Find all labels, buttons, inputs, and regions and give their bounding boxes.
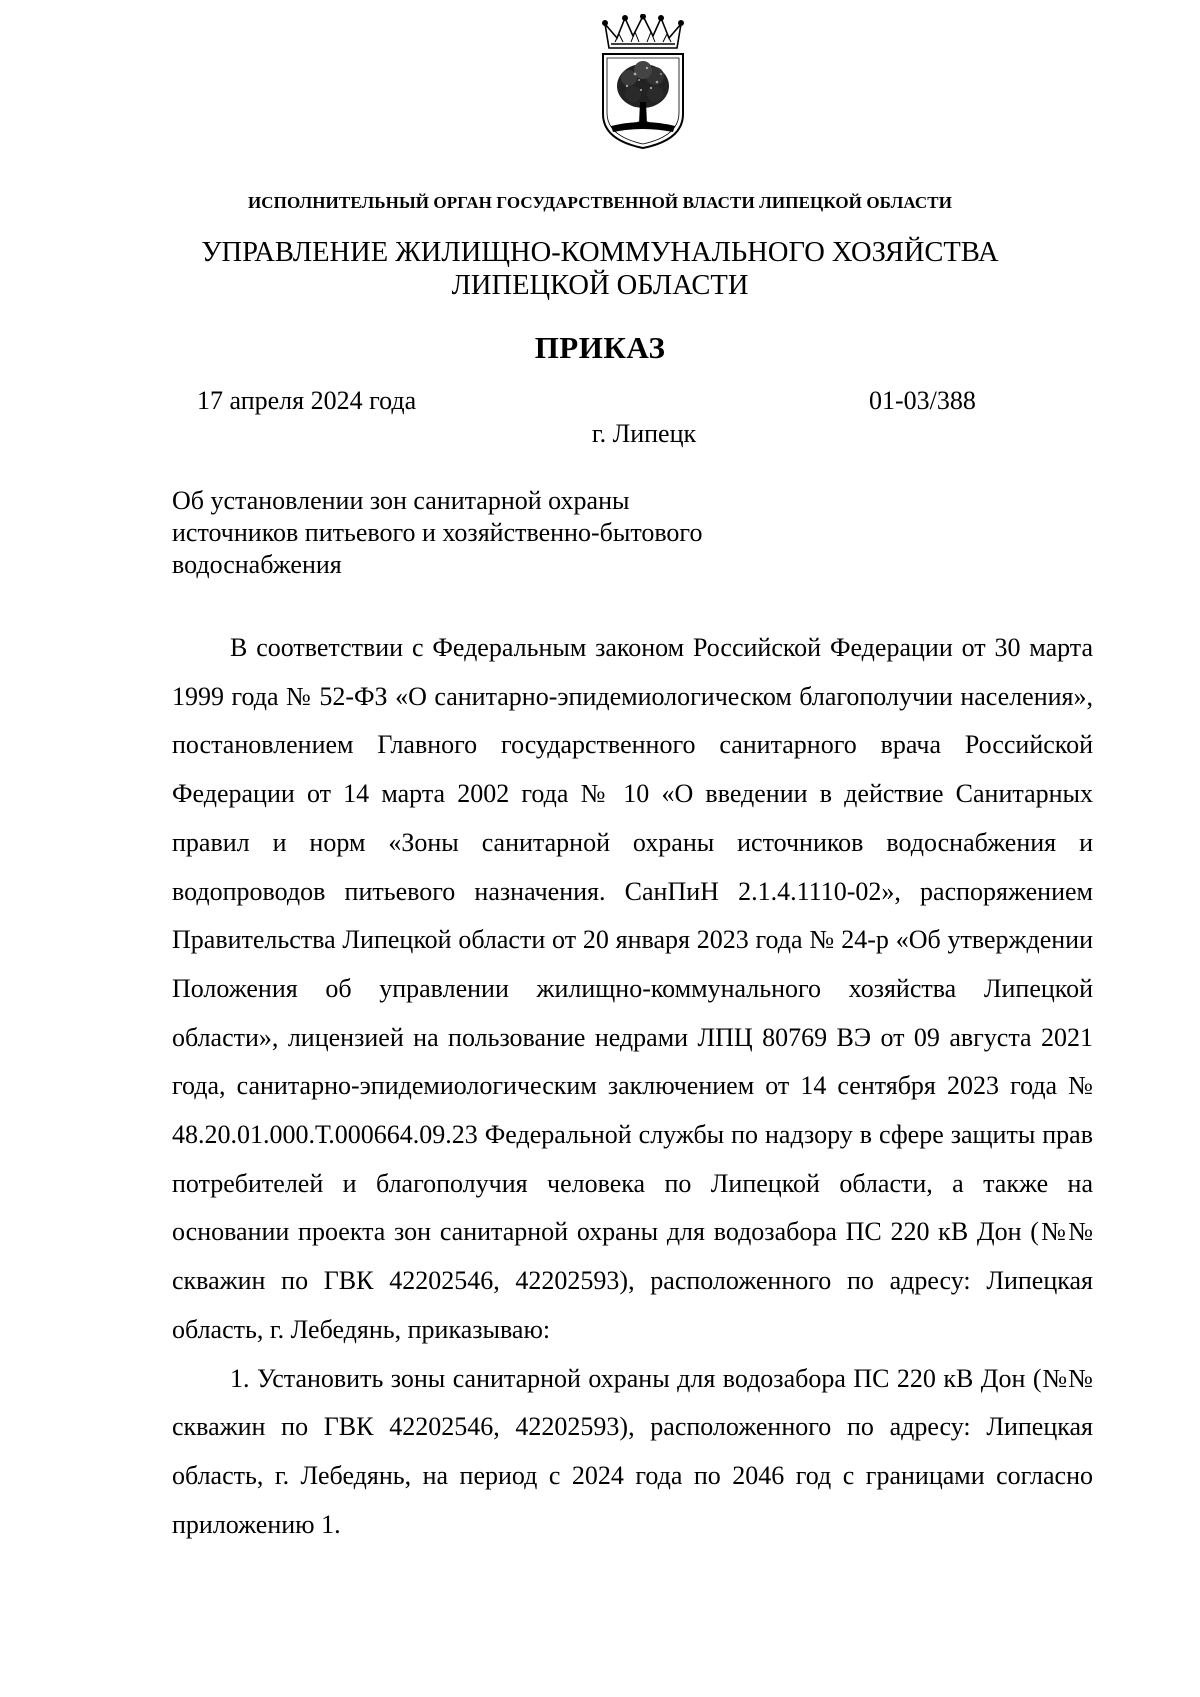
department-name-line: УПРАВЛЕНИЕ ЖИЛИЩНО-КОММУНАЛЬНОГО ХОЗЯЙСТВА	[201, 237, 999, 268]
order-item-1: 1. Установить зоны санитарной охраны для водозабора ПС 220 кВ Дон (№№ скважин по ГВК 42202546, 42202593), расположенного по адресу: Липецкая область, г. Лебедянь, на период с 2024 года по 2046 год с границами согласно приложению 1.	[172, 1363, 1093, 1539]
subject-line: источников питьевого и хозяйственно-бытового	[172, 518, 703, 547]
order-number: 01-03/388	[869, 386, 976, 415]
subject-line: Об установлении зон санитарной охраны	[172, 486, 630, 515]
order-subject	[172, 485, 792, 581]
issuing-authority: ИСПОЛНИТЕЛЬНЫЙ ОРГАН ГОСУДАРСТВЕННОЙ ВЛАСТИ ЛИПЕЦКОЙ ОБЛАСТИ	[247, 193, 953, 212]
department-name	[0, 236, 1200, 302]
subject-line: водоснабжения	[172, 550, 342, 579]
order-city: г. Липецк	[591, 419, 697, 448]
coat-of-arms-icon	[597, 14, 689, 150]
preamble-paragraph: В соответствии с Федеральным законом Российской Федерации от 30 марта 1999 года № 52-ФЗ «О санитарно-эпидемиологическом благополучии населения», постановлением Главного государственного санитарного врача Российской Федерации от 14 марта 2002 года № 10 «О введении в действие Санитарных правил и норм «Зоны санитарной охраны источников водоснабжения и водопроводов питьевого назначения. СанПиН 2.1.4.1110-02», распоряжением Правительства Липецкой области от 20 января 2023 года № 24-р «Об утверждении Положения об управлении жилищно-коммунального хозяйства Липецкой области», лицензией на пользование недрами ЛПЦ 80769 ВЭ от 09 августа 2021 года, санитарно-эпидемиологическим заключением от 14 сентября 2023 года № 48.20.01.000.Т.000664.09.23 Федеральной службы по надзору в сфере защиты прав потребителей и благополучия человека по Липецкой области, а также на основании проекта зон санитарной охраны для водозабора ПС 220 кВ Дон (№№ скважин по ГВК 42202546, 42202593), расположенного по адресу: Липецкая область, г. Лебедянь, приказываю:	[172, 633, 1093, 1344]
crown-icon	[603, 14, 683, 48]
order-body	[172, 624, 1093, 1549]
document-type: ПРИКАЗ	[534, 330, 666, 365]
department-name-line: ЛИПЕЦКОЙ ОБЛАСТИ	[451, 270, 749, 301]
order-date: 17 апреля 2024 года	[197, 386, 417, 415]
